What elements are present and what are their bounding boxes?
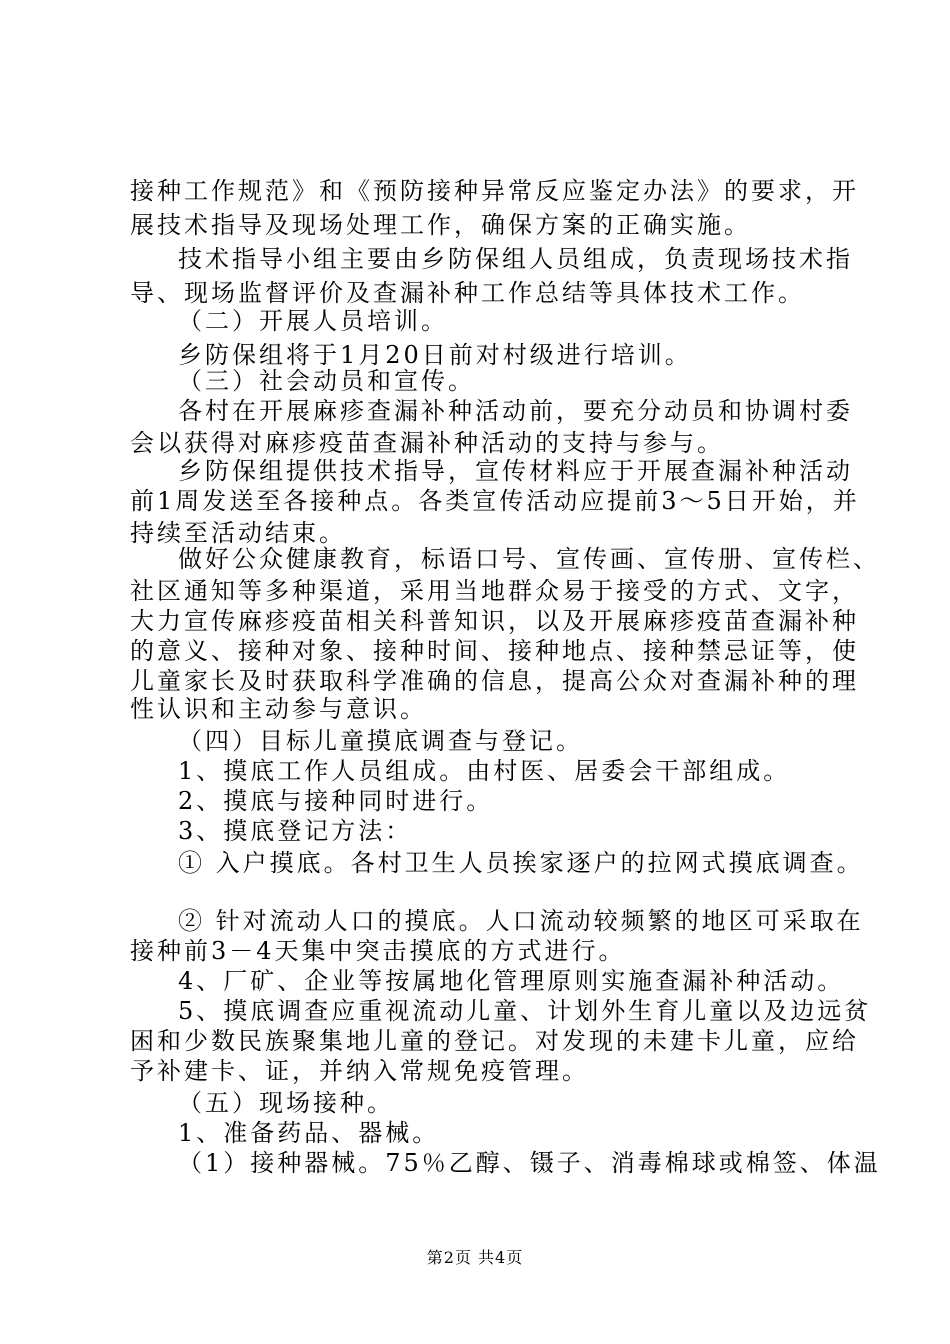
text-line: 各村在开展麻疹查漏补种活动前，要充分动员和协调村委 xyxy=(178,397,853,425)
section-heading: （三）社会动员和宣传。 xyxy=(178,367,475,395)
text-line: 前1周发送至各接种点。各类宣传活动应提前3～5日开始，并 xyxy=(130,487,860,515)
text-line: 2、摸底与接种同时进行。 xyxy=(178,787,494,815)
text-line: 社区通知等多种渠道，采用当地群众易于接受的方式、文字， xyxy=(130,577,859,605)
text-line: 乡防保组将于1月20日前对村级进行培训。 xyxy=(178,341,692,369)
section-heading: （五）现场接种。 xyxy=(178,1089,394,1117)
text-line: 困和少数民族聚集地儿童的登记。对发现的未建卡儿童，应给 xyxy=(130,1027,859,1055)
text-line: （1）接种器械。75％乙醇、镊子、消毒棉球或棉签、体温 xyxy=(178,1149,881,1177)
text-line: 接种前3－4天集中突击摸底的方式进行。 xyxy=(130,937,626,965)
text-line: 展技术指导及现场处理工作，确保方案的正确实施。 xyxy=(130,211,751,239)
text-line: 导、现场监督评价及查漏补种工作总结等具体技术工作。 xyxy=(130,279,805,307)
text-line: 接种工作规范》和《预防接种异常反应鉴定办法》的要求，开 xyxy=(130,177,859,205)
text-line: ② 针对流动人口的摸底。人口流动较频繁的地区可采取在 xyxy=(178,907,864,935)
text-line: 会以获得对麻疹疫苗查漏补种活动的支持与参与。 xyxy=(130,429,724,457)
text-line: 技术指导小组主要由乡防保组人员组成，负责现场技术指 xyxy=(178,245,853,273)
text-line: 儿童家长及时获取科学准确的信息，提高公众对查漏补种的理 xyxy=(130,667,859,695)
text-line: 乡防保组提供技术指导，宣传材料应于开展查漏补种活动 xyxy=(178,457,853,485)
text-line: 1、摸底工作人员组成。由村医、居委会干部组成。 xyxy=(178,757,791,785)
text-line: 5、摸底调查应重视流动儿童、计划外生育儿童以及边远贫 xyxy=(178,997,872,1025)
text-line: 予补建卡、证，并纳入常规免疫管理。 xyxy=(130,1057,589,1085)
text-line: 持续至活动结束。 xyxy=(130,519,346,547)
section-heading: （四）目标儿童摸底调查与登记。 xyxy=(178,727,583,755)
text-line: 1、准备药品、器械。 xyxy=(178,1119,440,1147)
text-line: ① 入户摸底。各村卫生人员挨家逐户的拉网式摸底调查。 xyxy=(178,849,864,877)
text-line: 的意义、接种对象、接种时间、接种地点、接种禁忌证等，使 xyxy=(130,637,859,665)
text-line: 性认识和主动参与意识。 xyxy=(130,695,427,723)
text-line: 做好公众健康教育，标语口号、宣传画、宣传册、宣传栏、 xyxy=(178,545,880,573)
page-footer: 第2页 共4页 xyxy=(426,1248,524,1267)
text-line: 3、摸底登记方法： xyxy=(178,817,413,845)
section-heading: （二）开展人员培训。 xyxy=(178,307,448,335)
text-line: 4、厂矿、企业等按属地化管理原则实施查漏补种活动。 xyxy=(178,967,845,995)
text-line: 大力宣传麻疹疫苗相关科普知识，以及开展麻疹疫苗查漏补种 xyxy=(130,607,859,635)
